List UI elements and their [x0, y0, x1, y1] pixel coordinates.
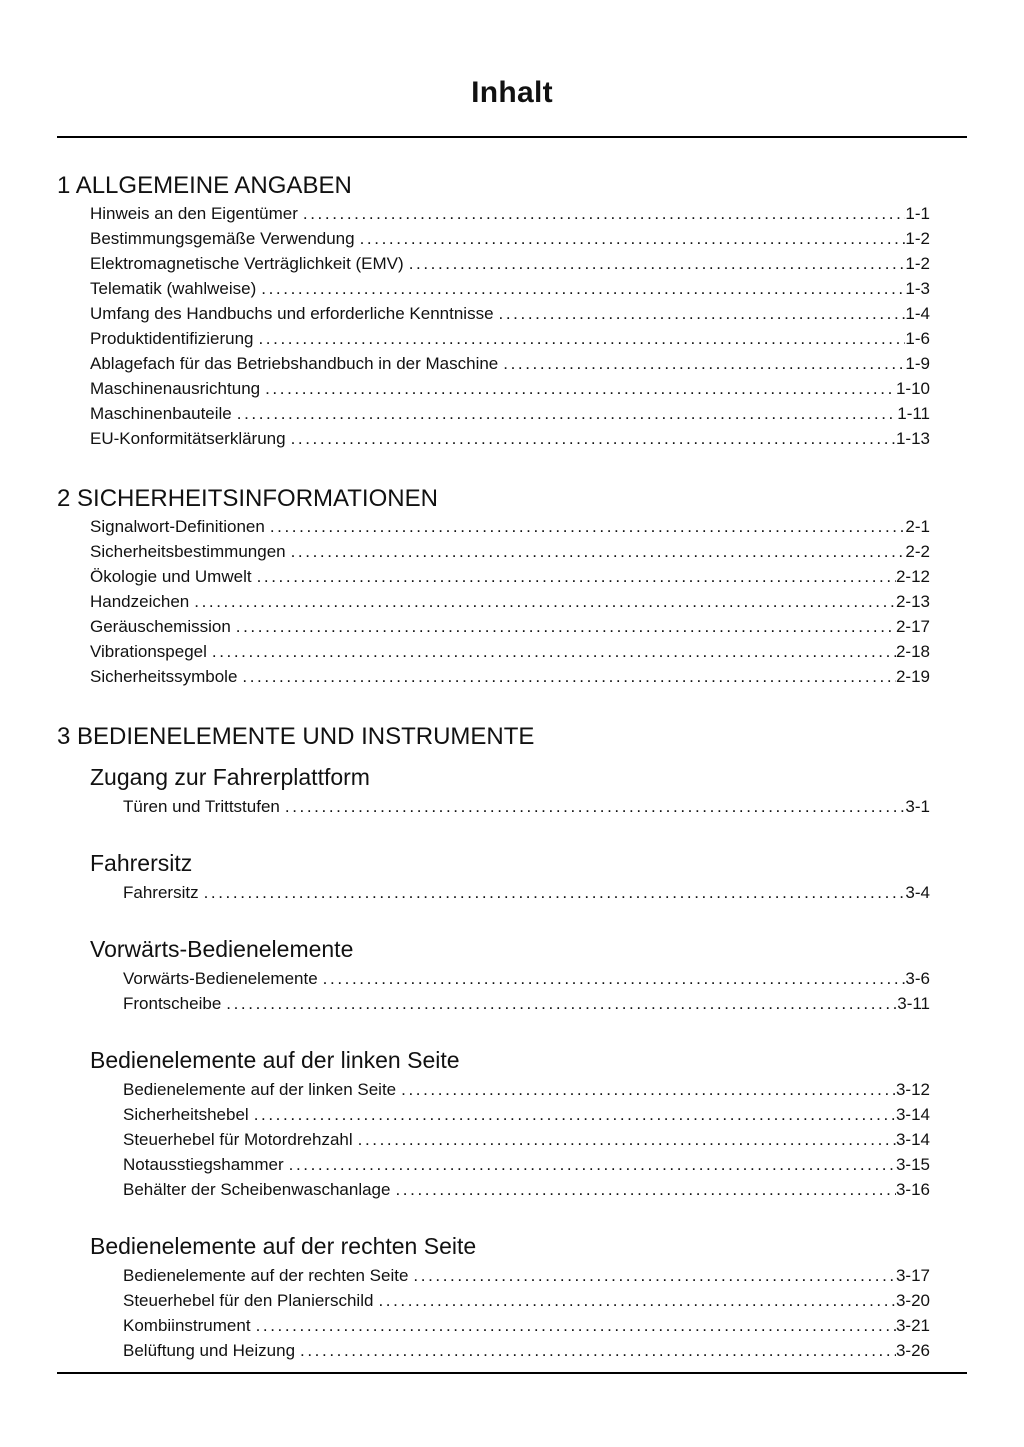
- entry-title: Signalwort-Definitionen: [90, 517, 265, 536]
- page-number: 1-11: [897, 404, 930, 423]
- toc-entry: [90, 514, 930, 539]
- toc-entry: [123, 880, 930, 905]
- entry-list: [123, 794, 967, 819]
- toc-entry: [90, 351, 930, 376]
- dot-leader: [232, 401, 897, 426]
- page-number: 3-17: [895, 1266, 930, 1285]
- page-number: 1-13: [895, 429, 930, 448]
- dot-leader: [498, 351, 905, 376]
- page-number: 1-9: [905, 354, 930, 373]
- dot-leader: [353, 1127, 896, 1152]
- dot-leader: [390, 1177, 896, 1202]
- dot-leader: [355, 226, 906, 251]
- entry-title: Hinweis an den Eigentümer: [90, 204, 298, 223]
- entry-title: Elektromagnetische Verträglichkeit (EMV): [90, 254, 404, 273]
- page-number: 3-12: [895, 1080, 930, 1099]
- entry-title: Bedienelemente auf der rechten Seite: [123, 1266, 409, 1285]
- entry-list: [90, 201, 967, 451]
- section-heading: 2 SICHERHEITSINFORMATIONEN: [57, 485, 438, 512]
- page-number: 3-16: [895, 1180, 930, 1199]
- toc-entry: [90, 301, 930, 326]
- entry-title: Umfang des Handbuchs und erforderliche Kenntnisse: [90, 304, 494, 323]
- toc-entry: [123, 991, 930, 1016]
- page-number: 3-14: [895, 1105, 930, 1124]
- subsection-heading: Fahrersitz: [90, 850, 193, 876]
- dot-leader: [237, 664, 896, 689]
- toc-entry: [123, 1077, 930, 1102]
- entry-list: [123, 880, 967, 905]
- toc-section: [57, 172, 967, 451]
- toc-group: [57, 1232, 967, 1363]
- subsection-heading: Zugang zur Fahrerplattform: [90, 764, 370, 790]
- entry-title: Steuerhebel für den Planierschild: [123, 1291, 374, 1310]
- entry-title: Sicherheitssymbole: [90, 667, 238, 686]
- entry-title: Telematik (wahlweise): [90, 279, 257, 298]
- toc-entry: [90, 664, 930, 689]
- dot-leader: [221, 991, 897, 1016]
- toc-entry: [90, 251, 930, 276]
- page-number: 2-2: [905, 542, 930, 561]
- toc-entry: [90, 614, 930, 639]
- entry-title: Belüftung und Heizung: [123, 1341, 296, 1360]
- entry-title: Ökologie und Umwelt: [90, 567, 252, 586]
- page-number: 3-1: [905, 797, 930, 816]
- entry-list: [90, 514, 967, 689]
- toc-entry: [90, 276, 930, 301]
- entry-title: Türen und Trittstufen: [123, 797, 280, 816]
- entry-title: EU-Konformitätserklärung: [90, 429, 286, 448]
- entry-title: Bestimmungsgemäße Verwendung: [90, 229, 355, 248]
- page-number: 1-3: [905, 279, 930, 298]
- page-number: 3-4: [905, 883, 930, 902]
- entry-title: Kombiinstrument: [123, 1316, 251, 1335]
- toc-section: [57, 723, 967, 1363]
- entry-list: [123, 1077, 967, 1202]
- entry-title: Sicherheitsbestimmungen: [90, 542, 286, 561]
- entry-list: [123, 1263, 967, 1363]
- entry-title: Vorwärts-Bedienelemente: [123, 969, 318, 988]
- entry-title: Frontscheibe: [123, 994, 222, 1013]
- entry-title: Bedienelemente auf der linken Seite: [123, 1080, 397, 1099]
- section-heading: 1 ALLGEMEINE ANGABEN: [57, 172, 352, 199]
- page-number: 1-1: [905, 204, 930, 223]
- toc-group: [57, 849, 967, 905]
- toc-entry: [123, 1313, 930, 1338]
- entry-title: Handzeichen: [90, 592, 190, 611]
- toc-entry: [90, 376, 930, 401]
- entry-title: Maschinenausrichtung: [90, 379, 261, 398]
- page-number: 3-6: [905, 969, 930, 988]
- dot-leader: [494, 301, 906, 326]
- toc-entry: [123, 794, 930, 819]
- dot-leader: [280, 794, 906, 819]
- dot-leader: [318, 966, 906, 991]
- page-number: 2-13: [895, 592, 930, 611]
- page-number: 1-10: [895, 379, 930, 398]
- dot-leader: [256, 276, 905, 301]
- page-number: 1-2: [905, 254, 930, 273]
- bottom-rule: [57, 1372, 967, 1374]
- toc-entry: [90, 539, 930, 564]
- page-number: 3-15: [895, 1155, 930, 1174]
- page-number: 3-14: [895, 1130, 930, 1149]
- entry-title: Maschinenbauteile: [90, 404, 232, 423]
- toc-entry: [123, 1127, 930, 1152]
- dot-leader: [295, 1338, 896, 1363]
- toc-entry: [123, 1338, 930, 1363]
- page-number: 1-6: [905, 329, 930, 348]
- subsection-heading: Bedienelemente auf der linken Seite: [90, 1047, 460, 1073]
- dot-leader: [189, 589, 896, 614]
- dot-leader: [298, 201, 906, 226]
- dot-leader: [249, 1102, 896, 1127]
- dot-leader: [265, 514, 906, 539]
- toc-entry: [90, 226, 930, 251]
- page-number: 3-11: [897, 994, 930, 1013]
- toc-entry: [123, 1102, 930, 1127]
- toc-entry: [90, 401, 930, 426]
- toc-group: [57, 201, 967, 451]
- dot-leader: [260, 376, 896, 401]
- toc-entry: [123, 966, 930, 991]
- page-number: 2-18: [895, 642, 930, 661]
- toc: [57, 138, 967, 1363]
- dot-leader: [284, 1152, 896, 1177]
- entry-list: [123, 966, 967, 1016]
- page-number: 2-1: [905, 517, 930, 536]
- toc-entry: [90, 426, 930, 451]
- subsection-heading: Bedienelemente auf der rechten Seite: [90, 1233, 477, 1259]
- toc-group: [57, 763, 967, 819]
- dot-leader: [396, 1077, 896, 1102]
- toc-entry: [90, 326, 930, 351]
- dot-leader: [253, 326, 905, 351]
- subsection-heading: Vorwärts-Bedienelemente: [90, 936, 354, 962]
- page-number: 1-4: [905, 304, 930, 323]
- page-number: 3-21: [895, 1316, 930, 1335]
- toc-entry: [90, 201, 930, 226]
- toc-entry: [123, 1263, 930, 1288]
- entry-title: Behälter der Scheibenwaschanlage: [123, 1180, 391, 1199]
- dot-leader: [207, 639, 896, 664]
- page-number: 2-17: [895, 617, 930, 636]
- dot-leader: [286, 539, 906, 564]
- dot-leader: [373, 1288, 896, 1313]
- page-number: 3-26: [895, 1341, 930, 1360]
- dot-leader: [199, 880, 906, 905]
- entry-title: Sicherheitshebel: [123, 1105, 249, 1124]
- dot-leader: [252, 564, 896, 589]
- entry-title: Fahrersitz: [123, 883, 199, 902]
- toc-group: [57, 935, 967, 1016]
- dot-leader: [408, 1263, 896, 1288]
- entry-title: Steuerhebel für Motordrehzahl: [123, 1130, 353, 1149]
- entry-title: Notausstiegshammer: [123, 1155, 284, 1174]
- toc-entry: [123, 1288, 930, 1313]
- toc-entry: [123, 1152, 930, 1177]
- dot-leader: [404, 251, 906, 276]
- toc-entry: [90, 564, 930, 589]
- page-number: 2-19: [895, 667, 930, 686]
- toc-entry: [123, 1177, 930, 1202]
- dot-leader: [286, 426, 896, 451]
- toc-entry: [90, 639, 930, 664]
- document-title: Inhalt: [471, 76, 553, 109]
- entry-title: Produktidentifizierung: [90, 329, 254, 348]
- page-number: 2-12: [895, 567, 930, 586]
- toc-section: [57, 485, 967, 689]
- entry-title: Vibrationspegel: [90, 642, 207, 661]
- toc-group: [57, 1046, 967, 1202]
- entry-title: Geräuschemission: [90, 617, 231, 636]
- entry-title: Ablagefach für das Betriebshandbuch in der Maschine: [90, 354, 499, 373]
- dot-leader: [251, 1313, 896, 1338]
- toc-group: [57, 514, 967, 689]
- page-number: 3-20: [895, 1291, 930, 1310]
- section-heading: 3 BEDIENELEMENTE UND INSTRUMENTE: [57, 723, 535, 750]
- page-number: 1-2: [905, 229, 930, 248]
- toc-entry: [90, 589, 930, 614]
- dot-leader: [231, 614, 896, 639]
